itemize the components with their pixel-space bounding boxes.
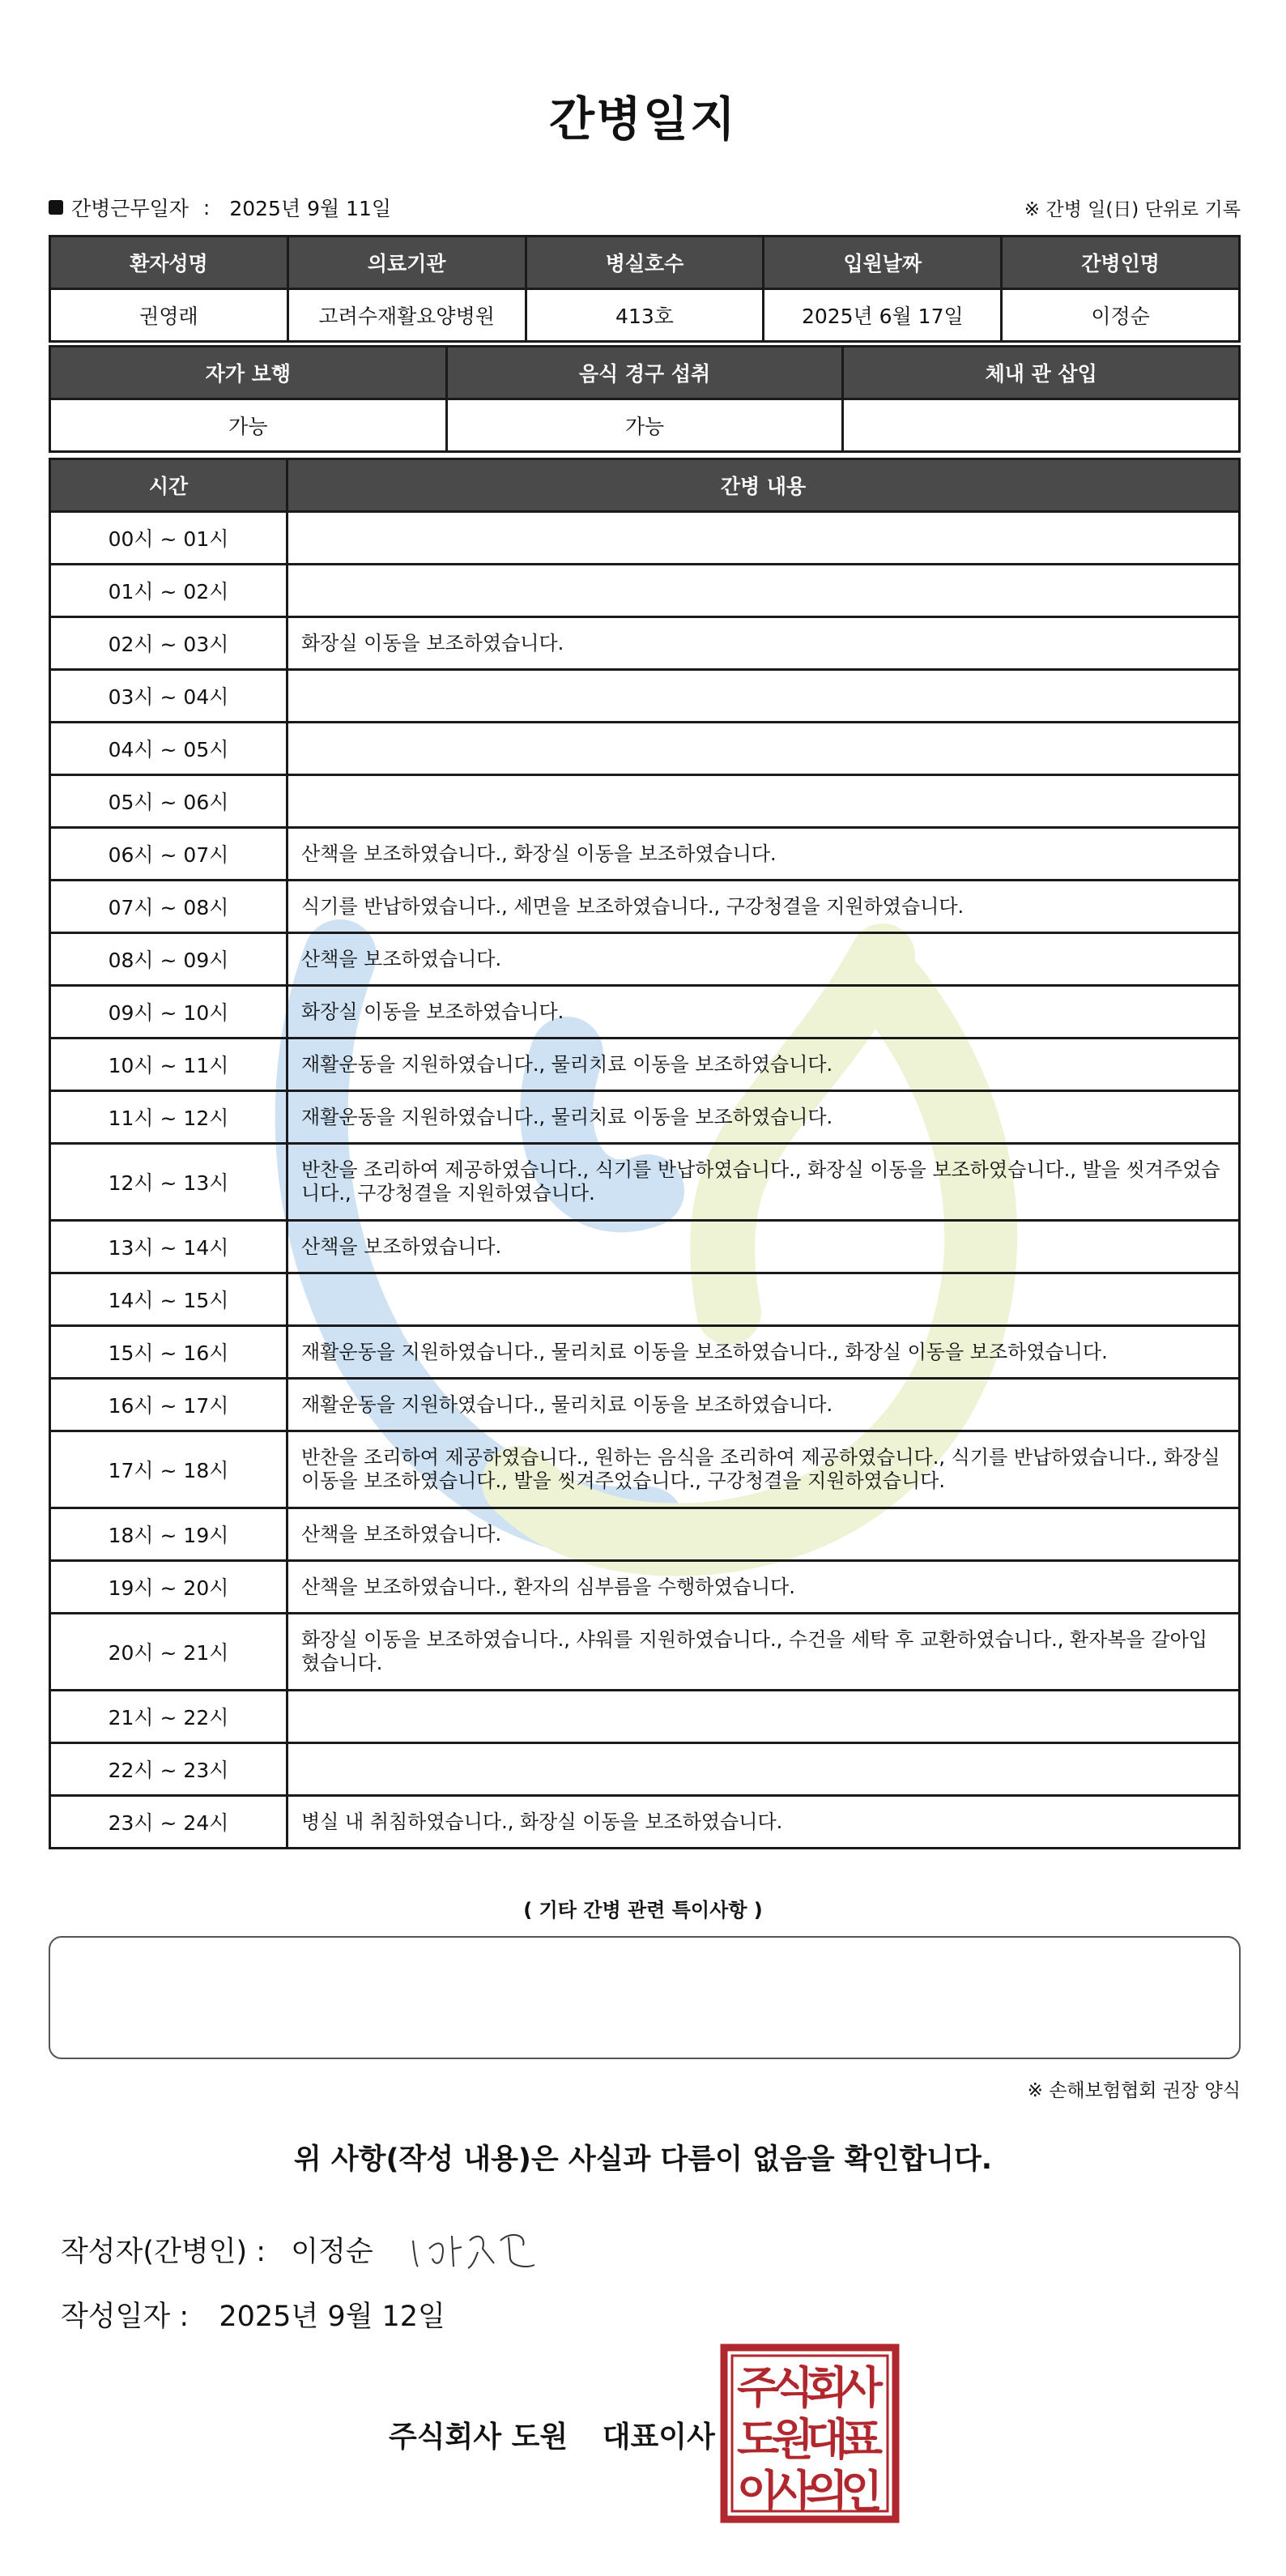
- log-time: 10시 ~ 11시: [50, 1039, 287, 1091]
- log-row: [50, 775, 1240, 828]
- log-content: 재활운동을 지원하였습니다., 물리치료 이동을 보조하였습니다., 화장실 이동을 보조하였습니다.: [287, 1326, 1240, 1379]
- log-time: 15시 ~ 16시: [50, 1326, 287, 1379]
- log-row: [50, 1091, 1240, 1144]
- log-time: 01시 ~ 02시: [50, 565, 287, 617]
- ability-table: [49, 345, 1241, 453]
- work-date-separator: :: [202, 195, 211, 220]
- admission-date: 2025년 6월 17일: [764, 289, 1002, 342]
- log-content: 화장실 이동을 보조하였습니다.: [287, 617, 1240, 670]
- log-time: 14시 ~ 15시: [50, 1273, 287, 1326]
- log-row: [50, 986, 1240, 1039]
- date-value: 2025년 9월 12일: [219, 2301, 445, 2333]
- notes-box: [49, 1936, 1241, 2059]
- log-row: [50, 1379, 1240, 1431]
- log-row: [50, 1326, 1240, 1379]
- hospital-name: 고려수재활요양병원: [287, 289, 526, 342]
- log-content: [287, 775, 1240, 828]
- log-time: 22시 ~ 23시: [50, 1743, 287, 1796]
- company-seal: [719, 2343, 901, 2524]
- header-self-walking: 자가 보행: [50, 347, 447, 399]
- log-time: 12시 ~ 13시: [50, 1144, 287, 1221]
- log-content: 산책을 보조하였습니다.: [287, 1508, 1240, 1561]
- log-row: [50, 1508, 1240, 1561]
- log-time: 03시 ~ 04시: [50, 670, 287, 723]
- log-time: 17시 ~ 18시: [50, 1431, 287, 1508]
- log-content: 산책을 보조하였습니다.: [287, 1221, 1240, 1273]
- log-content: 병실 내 취침하였습니다., 화장실 이동을 보조하였습니다.: [287, 1796, 1240, 1849]
- log-row: [50, 881, 1240, 933]
- log-time: 23시 ~ 24시: [50, 1796, 287, 1849]
- header-caregiver: 간병인명: [1002, 237, 1240, 289]
- log-time: 20시 ~ 21시: [50, 1614, 287, 1691]
- writer-label: 작성자(간병인) :: [61, 2236, 266, 2268]
- date-label: 작성일자 :: [61, 2301, 189, 2333]
- log-content: [287, 723, 1240, 775]
- log-row: [50, 933, 1240, 986]
- log-time: 02시 ~ 03시: [50, 617, 287, 670]
- log-row: [50, 1561, 1240, 1614]
- svg-text:주식회사: 주식회사: [737, 2362, 883, 2413]
- work-date-label: 간병근무일자: [71, 197, 189, 220]
- log-time: 11시 ~ 12시: [50, 1091, 287, 1144]
- header-care-content: 간병 내용: [287, 459, 1240, 512]
- log-time: 19시 ~ 20시: [50, 1561, 287, 1614]
- log-content: 산책을 보조하였습니다.: [287, 933, 1240, 986]
- log-row: [50, 617, 1240, 670]
- log-row: [50, 1144, 1240, 1221]
- log-time: 00시 ~ 01시: [50, 512, 287, 565]
- log-content: 재활운동을 지원하였습니다., 물리치료 이동을 보조하였습니다.: [287, 1091, 1240, 1144]
- log-row: [50, 1743, 1240, 1796]
- confirmation-text: 위 사항(작성 내용)은 사실과 다름이 없음을 확인합니다.: [293, 2143, 993, 2176]
- header-patient-name: 환자성명: [50, 237, 288, 289]
- header-time: 시간: [50, 459, 287, 512]
- log-time: 09시 ~ 10시: [50, 986, 287, 1039]
- date-line: [61, 2294, 445, 2335]
- header-room: 병실호수: [526, 237, 764, 289]
- log-content: 재활운동을 지원하였습니다., 물리치료 이동을 보조하였습니다.: [287, 1379, 1240, 1431]
- handwritten-signature: [405, 2216, 551, 2281]
- log-content: [287, 512, 1240, 565]
- representative-label: 대표이사: [602, 2420, 715, 2454]
- form-note: ※ 손해보험협회 권장 양식: [1027, 2080, 1241, 2101]
- log-row: [50, 1691, 1240, 1743]
- log-time: 07시 ~ 08시: [50, 881, 287, 933]
- header-tube-insertion: 체내 관 삽입: [843, 347, 1240, 399]
- unit-note: ※ 간병 일(日) 단위로 기록: [1024, 199, 1241, 220]
- log-time: 16시 ~ 17시: [50, 1379, 287, 1431]
- log-row: [50, 565, 1240, 617]
- log-time: 04시 ~ 05시: [50, 723, 287, 775]
- log-content: 산책을 보조하였습니다., 환자의 심부름을 수행하였습니다.: [287, 1561, 1240, 1614]
- self-walking-value: 가능: [50, 399, 447, 452]
- work-date-line: [49, 193, 391, 222]
- oral-intake-value: 가능: [446, 399, 843, 452]
- log-content: [287, 1691, 1240, 1743]
- log-content: [287, 1273, 1240, 1326]
- log-time: 06시 ~ 07시: [50, 828, 287, 881]
- room-number: 413호: [526, 289, 764, 342]
- log-row: [50, 1221, 1240, 1273]
- log-content: 산책을 보조하였습니다., 화장실 이동을 보조하였습니다.: [287, 828, 1240, 881]
- log-time: 08시 ~ 09시: [50, 933, 287, 986]
- document-title: 간병일지: [548, 92, 738, 147]
- notes-title: ( 기타 간병 관련 특이사항 ): [523, 1899, 763, 1921]
- patient-info-table: [49, 235, 1241, 343]
- log-content: [287, 1743, 1240, 1796]
- company-name: 주식회사 도원: [389, 2420, 568, 2454]
- log-content: [287, 565, 1240, 617]
- header-oral-intake: 음식 경구 섭취: [446, 347, 843, 399]
- log-content: 식기를 반납하였습니다., 세면을 보조하였습니다., 구강청결을 지원하였습니다.: [287, 881, 1240, 933]
- header-admission-date: 입원날짜: [764, 237, 1002, 289]
- log-row: [50, 723, 1240, 775]
- log-time: 21시 ~ 22시: [50, 1691, 287, 1743]
- log-content: 반찬을 조리하여 제공하였습니다., 원하는 음식을 조리하여 제공하였습니다., 식기를 반납하였습니다., 화장실 이동을 보조하였습니다., 발을 씻겨주었습니다., 구강청결을 지원하였습니다.: [287, 1431, 1240, 1508]
- log-row: [50, 1796, 1240, 1849]
- log-time: 13시 ~ 14시: [50, 1221, 287, 1273]
- log-content: 반찬을 조리하여 제공하였습니다., 식기를 반납하였습니다., 화장실 이동을 보조하였습니다., 발을 씻겨주었습니다., 구강청결을 지원하였습니다.: [287, 1144, 1240, 1221]
- log-row: [50, 1431, 1240, 1508]
- log-content: 화장실 이동을 보조하였습니다.: [287, 986, 1240, 1039]
- log-row: [50, 1614, 1240, 1691]
- log-row: [50, 670, 1240, 723]
- caregiver-name: 이정순: [1002, 289, 1240, 342]
- log-row: [50, 1039, 1240, 1091]
- log-content: [287, 670, 1240, 723]
- writer-line: [61, 2229, 373, 2270]
- log-content: 화장실 이동을 보조하였습니다., 샤워를 지원하였습니다., 수건을 세탁 후 교환하였습니다., 환자복을 갈아입혔습니다.: [287, 1614, 1240, 1691]
- header-hospital: 의료기관: [287, 237, 526, 289]
- svg-text:도원대표: 도원대표: [737, 2414, 883, 2465]
- patient-name: 권영래: [50, 289, 288, 342]
- tube-insertion-value: [843, 399, 1240, 452]
- company-line: [389, 2414, 715, 2455]
- work-date-value: 2025년 9월 11일: [229, 197, 392, 220]
- bullet-square-icon: [49, 200, 63, 215]
- log-row: [50, 1273, 1240, 1326]
- writer-name: 이정순: [291, 2236, 373, 2268]
- log-row: [50, 512, 1240, 565]
- svg-text:이사의인: 이사의인: [737, 2466, 883, 2517]
- log-time: 05시 ~ 06시: [50, 775, 287, 828]
- log-content: 재활운동을 지원하였습니다., 물리치료 이동을 보조하였습니다.: [287, 1039, 1240, 1091]
- log-row: [50, 828, 1240, 881]
- log-time: 18시 ~ 19시: [50, 1508, 287, 1561]
- care-log-table: [49, 458, 1241, 1849]
